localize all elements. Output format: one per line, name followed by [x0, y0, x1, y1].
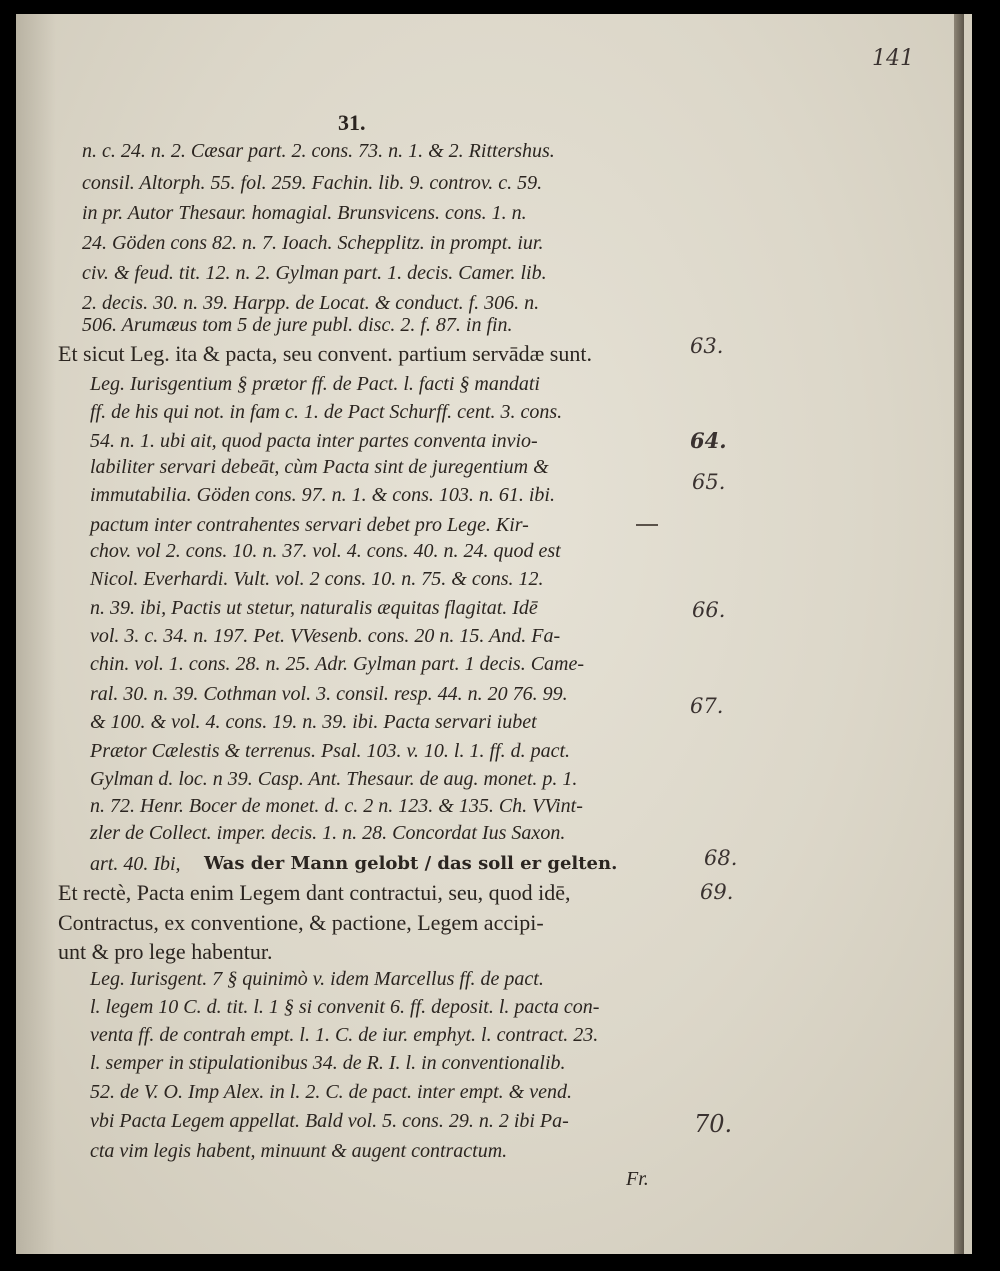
text-line: unt & pro lege habentur. [58, 939, 273, 964]
text-line: civ. & feud. tit. 12. n. 2. Gylman part. 1. decis. Camer. lib. [82, 262, 547, 284]
text-line: Et sicut Leg. ita & pacta, seu convent. partium servādæ sunt. [58, 341, 592, 366]
margin-number: 66. [692, 598, 726, 622]
folio-number: 141 [872, 46, 914, 71]
text-line: venta ff. de contrah empt. l. 1. C. de iur. emphyt. l. contract. 23. [90, 1024, 599, 1046]
text-line: vbi Pacta Legem appellat. Bald vol. 5. cons. 29. n. 2 ibi Pa- [90, 1110, 569, 1132]
text-line: chov. vol 2. cons. 10. n. 37. vol. 4. cons. 40. n. 24. quod est [90, 540, 561, 562]
margin-number: 63. [690, 334, 724, 358]
text-line: pactum inter contrahentes servari debet pro Lege. Kir- [90, 514, 529, 536]
margin-number: 64. [690, 428, 727, 453]
text-line: Gylman d. loc. n 39. Casp. Ant. Thesaur. de aug. monet. p. 1. [90, 768, 578, 790]
text-line: Et rectè, Pacta enim Legem dant contractui, seu, quod idē, [58, 880, 571, 905]
text-line: Prætor Cælestis & terrenus. Psal. 103. v. 10. l. 1. ff. d. pact. [90, 740, 570, 762]
margin-dash [636, 524, 658, 526]
text-line: 52. de V. O. Imp Alex. in l. 2. C. de pact. inter empt. & vend. [90, 1081, 572, 1103]
german-quote-line: Was der Mann gelobt / das soll er gelten. [204, 853, 618, 874]
text-line: cta vim legis habent, minuunt & augent contractum. [90, 1140, 508, 1162]
margin-number: 70. [694, 1110, 733, 1138]
margin-number: 65. [692, 470, 726, 494]
text-line: n. 39. ibi, Pactis ut stetur, naturalis æquitas flagitat. Idē [90, 597, 538, 619]
text-line: Nicol. Everhardi. Vult. vol. 2 cons. 10. n. 75. & cons. 12. [90, 568, 544, 590]
text-line: ff. de his qui not. in fam c. 1. de Pact Schurff. cent. 3. cons. [90, 401, 563, 423]
signature-mark: 31. [338, 110, 366, 135]
text-line: 24. Göden cons 82. n. 7. Ioach. Schepplitz. in prompt. iur. [82, 232, 544, 254]
text-line: vol. 3. c. 34. n. 197. Pet. VVesenb. cons. 20 n. 15. And. Fa- [90, 625, 561, 647]
text-line: labiliter servari debeāt, cùm Pacta sint de juregentium & [90, 456, 549, 478]
text-line: zler de Collect. imper. decis. 1. n. 28. Concordat Ius Saxon. [90, 822, 566, 844]
text-line: consil. Altorph. 55. fol. 259. Fachin. lib. 9. controv. c. 59. [82, 172, 543, 194]
text-line: n. 72. Henr. Bocer de monet. d. c. 2 n. 123. & 135. Ch. VVint- [90, 795, 583, 817]
text-line: 2. decis. 30. n. 39. Harpp. de Locat. & conduct. f. 306. n. [82, 292, 540, 314]
text-line: chin. vol. 1. cons. 28. n. 25. Adr. Gylman part. 1 decis. Came- [90, 653, 585, 675]
text-line: Contractus, ex conventione, & pactione, Legem accipi- [58, 910, 544, 935]
text-line: in pr. Autor Thesaur. homagial. Brunsvicens. cons. 1. n. [82, 202, 527, 224]
text-line: Leg. Iurisgent. 7 § quinimò v. idem Marcellus ff. de pact. [90, 968, 544, 990]
text-line: l. semper in stipulationibus 34. de R. I. l. in conventionalib. [90, 1052, 566, 1074]
text-line: & 100. & vol. 4. cons. 19. n. 39. ibi. Pacta servari iubet [90, 711, 537, 733]
text-line: immutabilia. Göden cons. 97. n. 1. & cons. 103. n. 61. ibi. [90, 484, 555, 506]
text-line: 54. n. 1. ubi ait, quod pacta inter partes conventa invio- [90, 430, 538, 452]
text-line: 506. Arumæus tom 5 de jure publ. disc. 2. f. 87. in fin. [82, 314, 513, 336]
text-line: l. legem 10 C. d. tit. l. 1 § si convenit 6. ff. deposit. l. pacta con- [90, 996, 600, 1018]
catchword: Fr. [626, 1168, 649, 1190]
page-edge [954, 14, 964, 1254]
text-line: art. 40. Ibi, [90, 853, 181, 875]
margin-number: 67. [690, 694, 724, 718]
text-line: ral. 30. n. 39. Cothman vol. 3. consil. resp. 44. n. 20 76. 99. [90, 683, 568, 705]
page-gutter-shadow [16, 14, 56, 1254]
text-line: n. c. 24. n. 2. Cæsar part. 2. cons. 73. n. 1. & 2. Rittershus. [82, 140, 555, 162]
text-line: Leg. Iurisgentium § prætor ff. de Pact. l. facti § mandati [90, 373, 540, 395]
margin-number: 69. [700, 880, 734, 904]
margin-number: 68. [704, 846, 738, 870]
